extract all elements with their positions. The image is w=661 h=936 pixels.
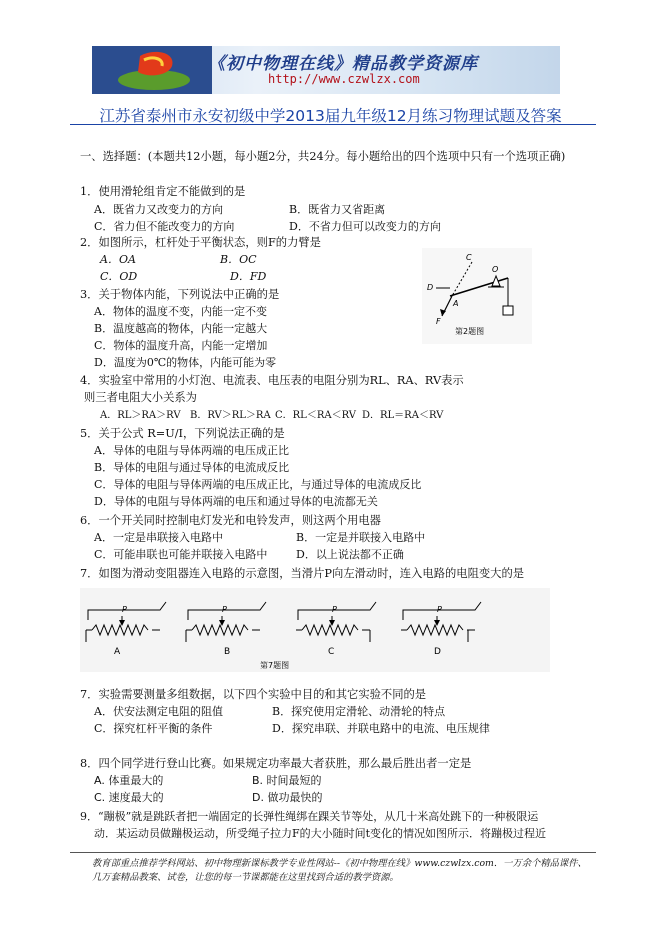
question-2-stem: 2．如图所示，杠杆处于平衡状态，则F的力臂是 (80, 236, 321, 249)
question-1-option-c: C．省力但不能改变力的方向 (94, 220, 235, 233)
question-4-stem-line2: 则三者电阻大小关系为 (84, 391, 197, 404)
question-5-option-c: C．导体的电阻与导体两端的电压成正比，与通过导体的电流成反比 (94, 478, 422, 491)
question-3-option-c: C．物体的温度升高，内能一定增加 (94, 339, 268, 352)
label-c: C (466, 253, 472, 262)
question-4-option-c: C．RL＜RA＜RV (275, 410, 356, 421)
question-2-option-c: C．OD (100, 270, 138, 283)
question-1-option-a: A．既省力又改变力的方向 (94, 203, 223, 216)
label-o: O (492, 265, 499, 274)
question-4-stem: 4．实验室中常用的小灯泡、电流表、电压表的电阻分别为RL、RA、RV表示 (80, 374, 464, 387)
slider-label-d: P (437, 605, 442, 614)
figure-7-caption: 第7题图 (260, 661, 290, 670)
question-2-option-d: D．FD (230, 270, 267, 283)
rheostat-c-label: C (328, 647, 335, 657)
question-6-option-d: D．以上说法都不正确 (296, 548, 404, 561)
question-6-option-b: B．一定是并联接入电路中 (296, 531, 426, 544)
question-8-stem: 8．四个同学进行登山比赛。如果规定功率最大者获胜，那么最后胜出者一定是 (80, 757, 472, 770)
question-2-option-a: A．OA (100, 253, 136, 266)
question-7b-option-a: A．伏安法测定电阻的阻值 (94, 705, 223, 718)
question-7b-stem: 7．实验需要测量多组数据，以下四个实验中目的和其它实验不同的是 (80, 688, 427, 701)
slider-label-b: P (222, 605, 227, 614)
question-8-option-b: B. 时间最短的 (252, 774, 322, 787)
rheostat-a-label: A (114, 647, 121, 657)
question-5-option-b: B．导体的电阻与通过导体的电流成反比 (94, 461, 290, 474)
label-f: F (436, 317, 441, 326)
footer-line-1: 教育部重点推荐学科网站、初中物理新课标教学专业性网站--《初中物理在线》www.czwlzx.com．一万余个精品课件、 (92, 858, 587, 869)
question-5-stem: 5．关于公式 R=U/I，下列说法正确的是 (80, 427, 285, 440)
question-7-stem: 7．如图为滑动变阻器连入电路的示意图，当滑片P向左滑动时，连入电路的电阻变大的是 (80, 567, 525, 580)
question-9-stem-line2: 动．某运动员做蹦极运动，所受绳子拉力F的大小随时间t变化的情况如图所示．将蹦极过程近 (94, 827, 547, 840)
question-3-option-b: B．温度越高的物体，内能一定越大 (94, 322, 268, 335)
document-title: 江苏省泰州市永安初级中学2013届九年级12月练习物理试题及答案 (99, 107, 562, 125)
footer-divider (70, 852, 596, 853)
page-footer (92, 857, 592, 885)
question-7b-option-d: D．探究串联、并联电路中的电流、电压规律 (272, 722, 490, 735)
question-1-stem: 1．使用滑轮组肯定不能做到的是 (80, 185, 246, 198)
rheostat-figure (80, 588, 550, 672)
question-2-option-b: B．OC (220, 253, 257, 266)
banner-url[interactable]: http://www.czwlzx.com (268, 72, 420, 86)
question-6-stem: 6．一个开关同时控制电灯发光和电铃发声，则这两个用电器 (80, 514, 381, 527)
question-3-option-d: D．温度为0℃的物体，内能可能为零 (94, 356, 277, 369)
title-divider (70, 124, 596, 125)
question-8-option-d: D. 做功最快的 (252, 791, 323, 804)
banner-title: 《初中物理在线》精品教学资源库 (208, 54, 478, 74)
question-7b-option-b: B．探究使用定滑轮、动滑轮的特点 (272, 705, 446, 718)
lever-figure (422, 248, 532, 344)
question-8-option-c: C. 速度最大的 (94, 791, 164, 804)
slider-label-a: P (122, 605, 127, 614)
figure-2-caption: 第2题图 (455, 327, 485, 336)
question-4-option-d: D．RL＝RA＜RV (362, 410, 444, 421)
question-7b-option-c: C．探究杠杆平衡的条件 (94, 722, 213, 735)
question-5-option-a: A．导体的电阻与导体两端的电压成正比 (94, 444, 289, 457)
question-6-option-a: A．一定是串联接入电路中 (94, 531, 223, 544)
rheostat-d-label: D (434, 647, 441, 657)
section-header: 一、选择题：(本题共12小题，每小题2分，共24分。每小题给出的四个选项中只有一个选项正确) (80, 150, 566, 163)
question-1-option-b: B．既省力又省距离 (289, 203, 386, 216)
question-8-option-a: A. 体重最大的 (94, 774, 164, 787)
rheostat-b-label: B (224, 647, 231, 657)
label-d: D (427, 283, 434, 292)
question-4-option-b: B．RV＞RL＞RA (190, 410, 271, 421)
site-banner (92, 46, 560, 94)
footer-line-2: 几万套精品教案、试卷，让您的每一节课都能在这里找到合适的教学资源。 (92, 872, 399, 883)
label-a: A (453, 299, 459, 308)
question-3-stem: 3．关于物体内能，下列说法中正确的是 (80, 288, 280, 301)
question-4-option-a: A．RL＞RA＞RV (100, 410, 181, 421)
hanging-weight (503, 306, 513, 315)
question-9-stem: 9．“蹦极”就是跳跃者把一端固定的长弹性绳绑在踝关节等处，从几十米高处跳下的一种极限运 (80, 810, 539, 823)
question-6-option-c: C．可能串联也可能并联接入电路中 (94, 548, 268, 561)
site-logo-icon (92, 46, 212, 94)
question-3-option-a: A．物体的温度不变，内能一定不变 (94, 305, 267, 318)
question-5-option-d: D．导体的电阻与导体两端的电压和通过导体的电流都无关 (94, 495, 378, 508)
question-1-option-d: D．不省力但可以改变力的方向 (289, 220, 441, 233)
slider-label-c: P (332, 605, 337, 614)
